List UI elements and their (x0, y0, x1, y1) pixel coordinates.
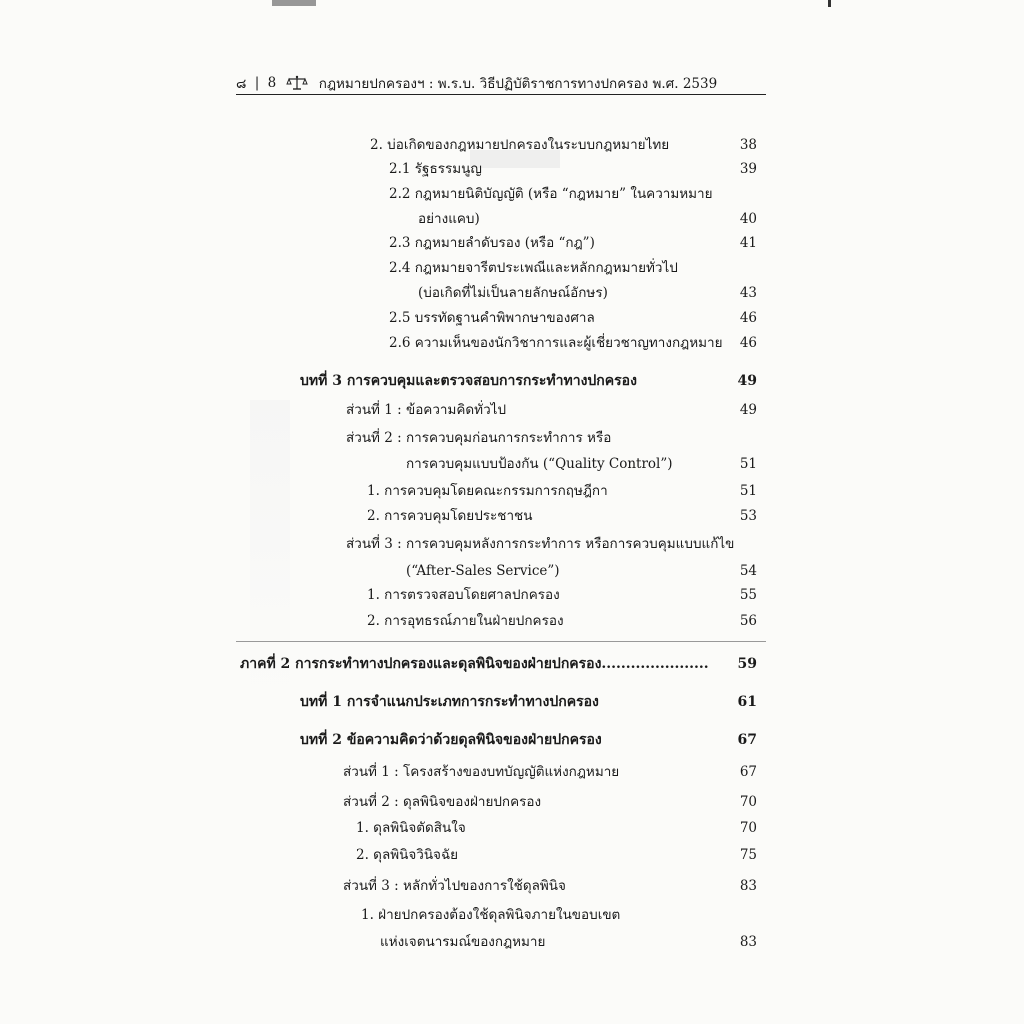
toc-page: 54 (739, 563, 757, 579)
toc-page: 51 (739, 483, 757, 499)
toc-page: 38 (739, 137, 757, 153)
toc-page: 56 (739, 613, 757, 629)
toc-chapter: บทที่ 2 ข้อความคิดว่าด้วยดุลพินิจของฝ่ายปกครอง (300, 732, 602, 748)
toc-page: 83 (739, 934, 757, 950)
toc-page: 55 (739, 587, 757, 603)
toc-page: 83 (739, 878, 757, 894)
toc-page: 46 (739, 335, 757, 351)
scales-of-justice-icon (286, 75, 308, 91)
toc-page: 75 (739, 847, 757, 863)
toc-entry: อย่างแคบ) (418, 211, 480, 227)
toc-entry: 2.2 กฎหมายนิติบัญญัติ (หรือ “กฎหมาย” ในความหมาย (389, 186, 713, 202)
toc-entry: ส่วนที่ 2 : ดุลพินิจของฝ่ายปกครอง (343, 794, 542, 810)
header-page-number: 8 (267, 75, 277, 91)
toc-entry: 1. การตรวจสอบโดยศาลปกครอง (367, 587, 560, 603)
toc-page: 70 (739, 794, 757, 810)
toc-chapter: บทที่ 3 การควบคุมและตรวจสอบการกระทำทางปกครอง (300, 373, 637, 389)
page-edge-dot (828, 0, 831, 7)
toc-page: 61 (737, 694, 757, 710)
toc-page: 67 (737, 732, 757, 748)
toc-entry: แห่งเจตนารมณ์ของกฎหมาย (380, 934, 546, 950)
toc-page: 59 (737, 656, 757, 672)
toc-chapter: บทที่ 1 การจำแนกประเภทการกระทำทางปกครอง (300, 694, 599, 710)
toc-entry: ส่วนที่ 3 : การควบคุมหลังการกระทำการ หรือการควบคุมแบบแก้ไข (346, 536, 735, 552)
toc-entry: (บ่อเกิดที่ไม่เป็นลายลักษณ์อักษร) (418, 285, 608, 301)
toc-page: 41 (739, 235, 757, 251)
toc-entry: 1. ดุลพินิจตัดสินใจ (356, 820, 466, 836)
toc-page: 43 (739, 285, 757, 301)
toc-entry: 1. ฝ่ายปกครองต้องใช้ดุลพินิจภายในขอบเขต (361, 907, 621, 923)
toc-page: 67 (739, 764, 757, 780)
toc-entry: 1. การควบคุมโดยคณะกรรมการกฤษฎีกา (367, 483, 608, 499)
page-edge-mark (272, 0, 316, 6)
toc-entry: 2.6 ความเห็นของนักวิชาการและผู้เชี่ยวชาญทางกฎหมาย (389, 335, 723, 351)
section-divider (236, 641, 766, 642)
toc-entry: 2. การควบคุมโดยประชาชน (367, 508, 533, 524)
toc-part: ภาคที่ 2 การกระทำทางปกครองและดุลพินิจของฝ่ายปกครอง...................... (240, 656, 709, 672)
toc-entry: ส่วนที่ 2 : การควบคุมก่อนการกระทำการ หรือ (346, 430, 612, 446)
header-page-thai: ๘ (236, 76, 247, 92)
toc-entry: 2. ดุลพินิจวินิจฉัย (356, 847, 459, 863)
toc-entry: 2.5 บรรทัดฐานคำพิพากษาของศาล (389, 310, 595, 326)
toc-page: 39 (739, 161, 757, 177)
toc-entry: 2. บ่อเกิดของกฎหมายปกครองในระบบกฎหมายไทย (370, 137, 670, 153)
header-rule (236, 94, 766, 95)
toc-page: 49 (739, 402, 757, 418)
toc-entry: ส่วนที่ 1 : ข้อความคิดทั่วไป (346, 402, 507, 418)
toc-page: 53 (739, 508, 757, 524)
toc-page: 40 (739, 211, 757, 227)
toc-page: 70 (739, 820, 757, 836)
toc-entry: ส่วนที่ 3 : หลักทั่วไปของการใช้ดุลพินิจ (343, 878, 566, 894)
toc-page: 51 (739, 456, 757, 472)
toc-page: 49 (737, 373, 757, 389)
toc-entry: 2.1 รัฐธรรมนูญ (389, 161, 482, 177)
toc-entry: (“After-Sales Service”) (406, 563, 560, 579)
toc-entry: 2. การอุทธรณ์ภายในฝ่ายปกครอง (367, 613, 564, 629)
toc-entry: การควบคุมแบบป้องกัน (“Quality Control”) (406, 456, 673, 472)
toc-page: 46 (739, 310, 757, 326)
running-header: ๘ | 8 กฎหมายปกครองฯ : พ.ร.บ. วิธีปฏิบัติราชการทางปกครอง พ.ศ. 2539 (236, 75, 718, 92)
header-title: กฎหมายปกครองฯ : พ.ร.บ. วิธีปฏิบัติราชการทางปกครอง พ.ศ. 2539 (318, 76, 718, 92)
toc-entry: ส่วนที่ 1 : โครงสร้างของบทบัญญัติแห่งกฎหมาย (343, 764, 620, 780)
toc-entry: 2.3 กฎหมายลำดับรอง (หรือ “กฎ”) (389, 235, 595, 251)
toc-entry: 2.4 กฎหมายจารีตประเพณีและหลักกฎหมายทั่วไป (389, 260, 678, 276)
